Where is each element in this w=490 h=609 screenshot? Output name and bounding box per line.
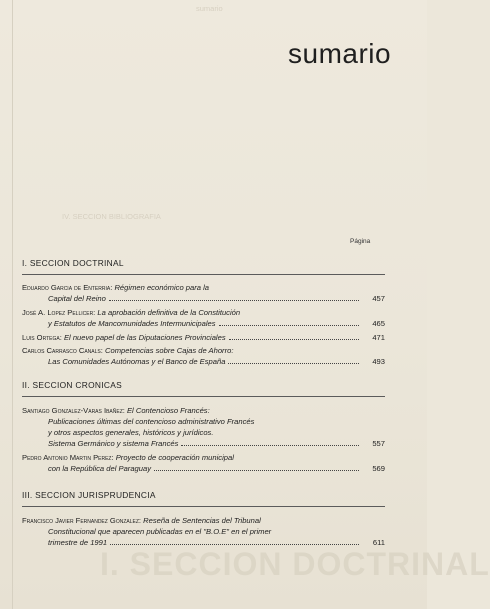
bleed-through-big-heading: I. SECCION DOCTRINAL — [100, 546, 490, 582]
section-rule — [22, 396, 385, 397]
leader-dots — [110, 544, 359, 545]
entry-author: Carlos Carrasco Canals: — [22, 346, 103, 355]
entry-title: Competencias sobre Cajas de Ahorro: — [104, 346, 234, 355]
toc-entry — [22, 515, 385, 548]
leader-dots — [181, 445, 359, 446]
leader-dots — [229, 339, 359, 340]
entry-page: 465 — [372, 319, 385, 328]
entry-title: Reseña de Sentencias del Tribunal — [143, 516, 261, 525]
entry-author: Eduardo Garcia de Enterria: — [22, 283, 113, 292]
toc-entry — [22, 452, 385, 474]
entry-title: El nuevo papel de las Diputaciones Provinciales — [63, 333, 226, 342]
entry-page: 471 — [372, 333, 385, 342]
entry-page: 557 — [372, 439, 385, 448]
toc-entry — [22, 282, 385, 304]
bleed-through-header: sumario — [196, 4, 223, 13]
toc-entry — [22, 345, 385, 367]
page-title: sumario — [288, 38, 392, 69]
entry-title: y otros aspectos generales, históricos y jurídicos. — [48, 428, 214, 437]
section-heading-doctrinal: I. SECCION DOCTRINAL — [22, 258, 124, 268]
toc-entry — [22, 307, 385, 329]
leader-dots — [154, 470, 359, 471]
toc-entry — [22, 405, 385, 449]
entry-author: Pedro Antonio Martin Perez: — [22, 453, 114, 462]
section-heading-cronicas: II. SECCION CRONICAS — [22, 380, 122, 390]
entry-title: Capital del Reino — [48, 294, 106, 303]
entry-title: La aprobación definitiva de la Constitución — [97, 308, 241, 317]
section-rule — [22, 506, 385, 507]
entry-title: Sistema Germánico y sistema Francés — [48, 439, 179, 448]
toc-entry — [22, 332, 385, 343]
section-rule — [22, 274, 385, 275]
entry-page: 457 — [372, 294, 385, 303]
entry-author: Luis Ortega: — [22, 333, 62, 342]
entry-title: con la República del Paraguay — [48, 464, 152, 473]
entry-title: trimestre de 1991 — [48, 538, 108, 547]
bleed-through-section: IV. SECCION BIBLIOGRAFIA — [62, 212, 161, 221]
section-heading-jurisprudencia: III. SECCION JURISPRUDENCIA — [22, 490, 156, 500]
entry-title: Publicaciones últimas del contencioso administrativo Francés — [48, 417, 255, 426]
leader-dots — [219, 325, 359, 326]
entry-author: Santiago Gonzalez-Varas Ibañez: — [22, 406, 125, 415]
entry-author: Francisco Javier Fernandez Gonzalez: — [22, 516, 142, 525]
entry-title: y Estatutos de Mancomunidades Intermunicipales — [48, 319, 216, 328]
entry-author: José A. Lopez Pellicer: — [22, 308, 96, 317]
page-column-label: Página — [350, 238, 371, 245]
entry-page: 493 — [372, 357, 385, 366]
entry-title: Constitucional que aparecen publicadas en el "B.O.E" en el primer — [48, 527, 272, 536]
binding-shadow — [12, 0, 13, 609]
entry-page: 611 — [372, 538, 385, 547]
entry-title: Proyecto de cooperación municipal — [115, 453, 234, 462]
entry-title: Las Comunidades Autónomas y el Banco de España — [48, 357, 226, 366]
entry-page: 569 — [372, 464, 385, 473]
leader-dots — [228, 363, 359, 364]
leader-dots — [109, 300, 359, 301]
entry-title: El Contencioso Francés: — [126, 406, 210, 415]
entry-title: Régimen económico para la — [114, 283, 210, 292]
